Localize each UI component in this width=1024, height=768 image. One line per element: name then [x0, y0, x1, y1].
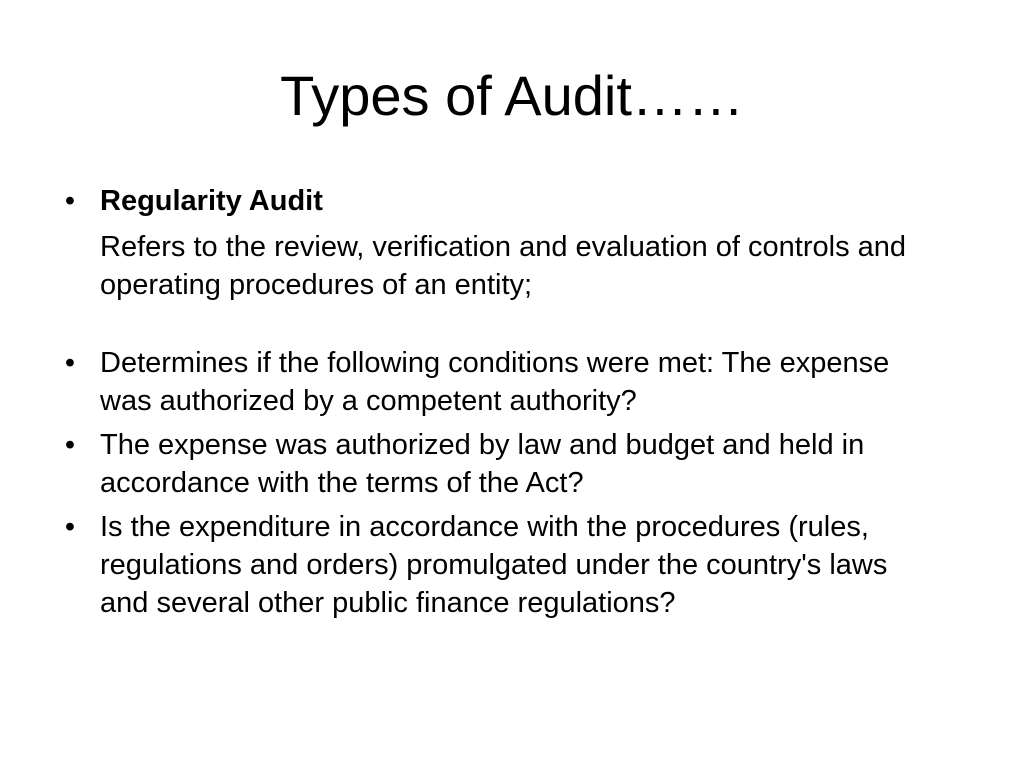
bullet-icon: •: [64, 185, 76, 217]
bullet-heading: Regularity Audit: [100, 185, 323, 217]
bullet-text: Determines if the following conditions were met: The expense was authorized by a competent authority?: [100, 347, 890, 417]
bullet-item-authorized-by-law: [60, 426, 940, 502]
bullet-list: [60, 182, 940, 628]
bullet-text: The expense was authorized by law and budget and held in accordance with the terms of the Act?: [100, 429, 865, 499]
bullet-description: Refers to the review, verification and evaluation of controls and operating procedures of an entity;: [100, 231, 907, 301]
bullet-icon: •: [64, 347, 76, 379]
bullet-text: Is the expenditure in accordance with the procedures (rules, regulations and orders) promulgated under the country's laws and several other public finance regulations?: [100, 511, 888, 619]
bullet-item-conditions: [60, 344, 940, 420]
bullet-icon: •: [64, 511, 76, 543]
bullet-icon: •: [64, 429, 76, 461]
bullet-item-expenditure-procedures: [60, 508, 940, 622]
slide-title: Types of Audit……: [280, 64, 744, 127]
bullet-item-regularity-audit: [60, 182, 940, 304]
